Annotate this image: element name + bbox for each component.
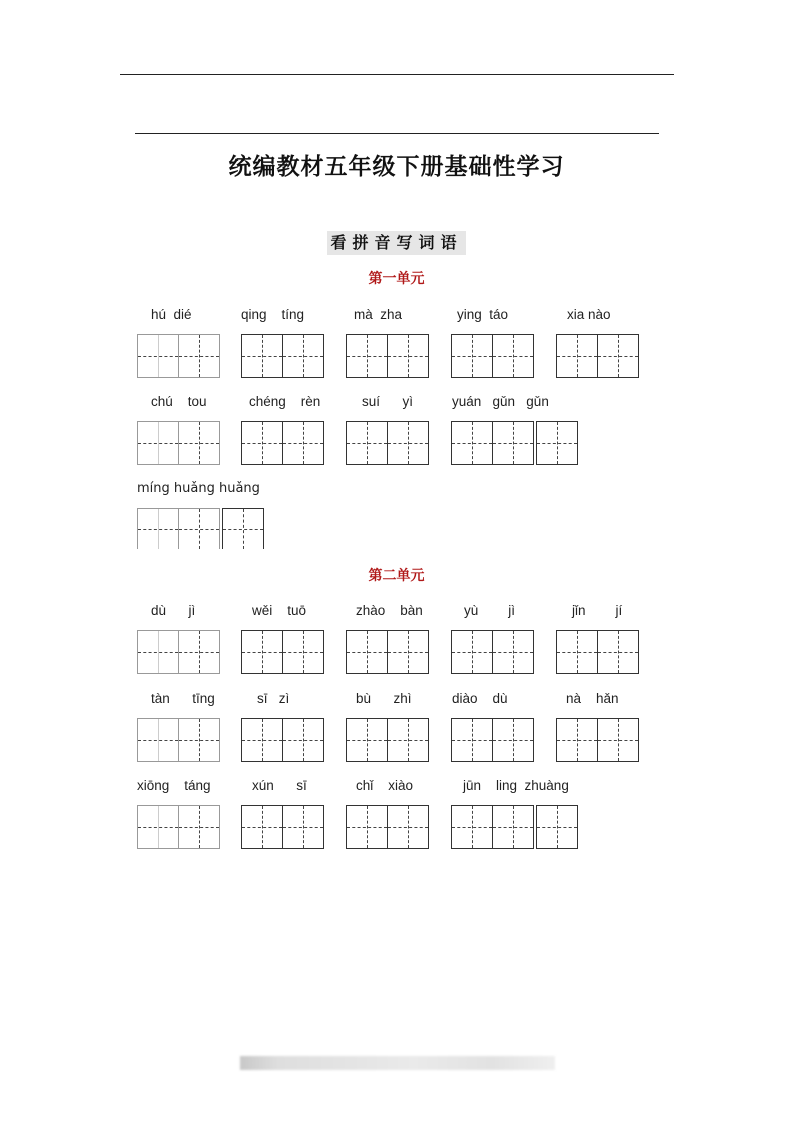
pinyin-label: diào dù [452, 691, 508, 706]
pinyin-label: jǐn jí [572, 603, 623, 618]
writing-grid[interactable] [137, 334, 220, 378]
unit-1-label: 第一单元 [368, 271, 425, 287]
writing-grid[interactable] [346, 334, 429, 378]
pinyin-label: xia nào [567, 307, 611, 322]
writing-grid[interactable] [451, 718, 534, 762]
top-rule [120, 74, 674, 75]
pinyin-label: nà hǎn [566, 691, 619, 706]
pinyin-label: yuán gǔn gǔn [452, 394, 549, 409]
pinyin-label: wěi tuō [252, 603, 307, 618]
pinyin-label: xún sī [252, 778, 307, 793]
pinyin-label: zhào bàn [356, 603, 423, 618]
writing-grid[interactable] [556, 630, 639, 674]
pinyin-label: mà zha [354, 307, 403, 322]
writing-grid[interactable] [346, 421, 429, 465]
writing-grid[interactable] [346, 630, 429, 674]
pinyin-label: jūn ling zhuàng [463, 778, 569, 793]
pinyin-label: yù jì [464, 603, 516, 618]
pinyin-label: suí yì [362, 394, 414, 409]
pinyin-label: dù jì [151, 603, 196, 618]
writing-grid[interactable] [451, 630, 534, 674]
title-rule [135, 133, 659, 134]
writing-grid[interactable] [241, 805, 324, 849]
writing-grid[interactable] [137, 805, 220, 849]
writing-grid[interactable] [137, 421, 220, 465]
pinyin-label: chéng rèn [249, 394, 321, 409]
writing-grid[interactable] [346, 718, 429, 762]
writing-grid[interactable] [556, 718, 639, 762]
pinyin-label: ying táo [457, 307, 509, 322]
writing-grid[interactable] [137, 718, 220, 762]
blurred-footer [240, 1056, 555, 1070]
writing-grid[interactable] [137, 508, 264, 549]
pinyin-label: tàn tīng [151, 691, 215, 706]
unit-2-label: 第二单元 [368, 568, 425, 584]
writing-grid[interactable] [451, 805, 578, 849]
writing-grid[interactable] [241, 421, 324, 465]
pinyin-label: sī zì [257, 691, 290, 706]
writing-grid[interactable] [241, 334, 324, 378]
writing-grid[interactable] [451, 334, 534, 378]
pinyin-label: hú dié [151, 307, 192, 322]
pinyin-label: xiōng táng [137, 778, 211, 793]
pinyin-label: míng huǎng huǎng [137, 481, 260, 496]
pinyin-label: qing tíng [241, 307, 305, 322]
writing-grid[interactable] [556, 334, 639, 378]
pinyin-label: bù zhì [356, 691, 412, 706]
page-title: 统编教材五年级下册基础性学习 [228, 154, 565, 180]
writing-grid[interactable] [241, 718, 324, 762]
writing-grid[interactable] [346, 805, 429, 849]
pinyin-label: chú tou [151, 394, 207, 409]
writing-grid[interactable] [137, 630, 220, 674]
writing-grid[interactable] [451, 421, 578, 465]
section-heading: 看拼音写词语 [327, 231, 465, 255]
pinyin-label: chǐ xiào [356, 778, 414, 793]
writing-grid[interactable] [241, 630, 324, 674]
